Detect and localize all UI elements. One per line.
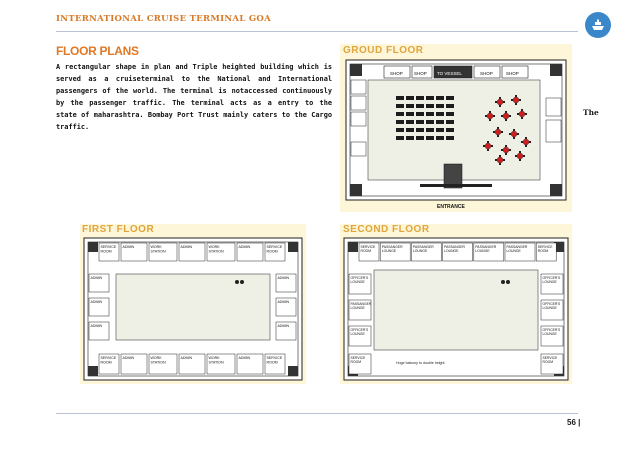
chair (485, 115, 487, 117)
seat (446, 104, 454, 108)
chair (505, 153, 507, 155)
corner-block (550, 64, 562, 76)
seat (416, 112, 424, 116)
seat (426, 112, 434, 116)
logo-badge (585, 12, 611, 38)
chair (525, 113, 527, 115)
room-label: ADMIN (277, 300, 290, 304)
room-label: SERVICE (266, 356, 283, 360)
corner-block (550, 184, 562, 196)
first-floor-title: FIRST FLOOR (82, 224, 155, 235)
chair (521, 141, 523, 143)
chair (491, 145, 493, 147)
room-label: ADMIN (180, 356, 193, 360)
room-label: SHOP (480, 71, 493, 76)
room-label: SHOP (390, 71, 403, 76)
cafe-table (485, 143, 491, 149)
seat (436, 96, 444, 100)
room-label: ADMIN (238, 245, 251, 249)
corner-block (350, 184, 362, 196)
chair (489, 111, 491, 113)
room-label: SERVICE (350, 356, 366, 360)
room-label: ADMIN (90, 324, 103, 328)
chair (501, 131, 503, 133)
chair (513, 129, 515, 131)
cafe-table (487, 113, 493, 119)
seat (436, 112, 444, 116)
chair (529, 141, 531, 143)
room-label: ROOM (266, 360, 278, 365)
seat (436, 120, 444, 124)
chair (493, 131, 495, 133)
ground-floor-plan (340, 44, 572, 212)
seat (406, 136, 414, 140)
cafe-table (503, 147, 509, 153)
room-label: LOUNGE (444, 249, 459, 254)
room-label: SHOP (414, 71, 427, 76)
chair (515, 155, 517, 157)
room-label: SERVICE (100, 356, 117, 360)
room-label: STATION (208, 360, 224, 365)
room-label: LOUNGE (542, 306, 557, 311)
seat (446, 128, 454, 132)
seat (416, 120, 424, 124)
balcony-note: Huge balcony to double height (396, 361, 445, 365)
chair (499, 163, 501, 165)
chair (513, 137, 515, 139)
seat (436, 136, 444, 140)
room-label: OFFICER'S (350, 328, 369, 332)
first-floor-drawing (80, 224, 306, 384)
cafe-table (497, 157, 503, 163)
room-label: LOUNGE (381, 249, 397, 254)
cafe-table (513, 97, 519, 103)
chair (493, 115, 495, 117)
cafe-table (523, 139, 529, 145)
seat (446, 112, 454, 116)
room-label: ADMIN (277, 324, 290, 328)
room-label: OFFICER'S (542, 302, 561, 306)
chair (517, 113, 519, 115)
room-label: ADMIN (122, 245, 135, 249)
room-label: SERVICE (537, 245, 553, 249)
chair (505, 145, 507, 147)
chair (523, 155, 525, 157)
second-floor-drawing (340, 224, 572, 384)
chair (501, 149, 503, 151)
room-label: ADMIN (90, 276, 103, 280)
chair (519, 151, 521, 153)
footer-divider (56, 413, 578, 414)
room-label: LOUNGE (412, 249, 428, 254)
seat (406, 128, 414, 132)
seat (406, 120, 414, 124)
room-label: TO VESSEL (437, 71, 462, 76)
chair (509, 115, 511, 117)
chair (487, 149, 489, 151)
room-label: WORK (208, 356, 220, 360)
room-label: ROOM (350, 360, 362, 365)
chair (487, 141, 489, 143)
header-title: INTERNATIONAL CRUISE TERMINAL GOA (56, 14, 272, 24)
room-label: LOUNGE (350, 280, 365, 285)
room-label: PASSANGER (475, 245, 497, 249)
second-floor-plan (340, 224, 572, 384)
chair (521, 117, 523, 119)
cafe-table (497, 99, 503, 105)
room-label: SERVICE (100, 245, 117, 249)
seat (406, 96, 414, 100)
seat (396, 112, 404, 116)
chair (517, 133, 519, 135)
room-label: OFFICER'S (542, 328, 561, 332)
room-label: SERVICE (542, 356, 558, 360)
chair (489, 119, 491, 121)
seat (426, 104, 434, 108)
cafe-table (519, 111, 525, 117)
chair (501, 115, 503, 117)
cafe-table (511, 131, 517, 137)
room-label: ROOM (360, 249, 372, 254)
room-label: STATION (150, 360, 166, 365)
seat (446, 120, 454, 124)
chair (497, 135, 499, 137)
cafe-table (517, 153, 523, 159)
room-label: ROOM (266, 249, 278, 254)
chair (495, 101, 497, 103)
chair (483, 145, 485, 147)
chair (511, 99, 513, 101)
seat (416, 104, 424, 108)
chair (521, 109, 523, 111)
room-label: SERVICE (266, 245, 283, 249)
room-label: PASSANGER (412, 245, 434, 249)
entrance-label: ENTRANCE (437, 204, 465, 210)
room-label: ADMIN (90, 300, 103, 304)
seat (416, 128, 424, 132)
chair (499, 105, 501, 107)
chair (499, 97, 501, 99)
stray-word: The (583, 108, 599, 117)
room-label: ADMIN (122, 356, 135, 360)
chair (497, 127, 499, 129)
seat (406, 104, 414, 108)
seat (436, 104, 444, 108)
room-label: OFFICER'S (350, 276, 369, 280)
chair (505, 111, 507, 113)
room-label: STATION (208, 249, 224, 254)
chair (499, 155, 501, 157)
cafe-table (495, 129, 501, 135)
seat (446, 136, 454, 140)
seat (436, 128, 444, 132)
room-label: LOUNGE (506, 249, 521, 254)
room-label: ROOM (542, 360, 554, 365)
room-label: LOUNGE (542, 332, 557, 337)
chair (515, 95, 517, 97)
intro-paragraph: A rectangular shape in plan and Triple heighted building which is served as a cruiseterminal to the National and International passengers of the world. The terminal is notaccessed continuously by the passenger traffic. The terminal acts as a entry to the state of maharashtra. Bombay Port Trust mainly caters to the Cargo traffic. (56, 63, 332, 131)
room-label: ROOM (537, 249, 549, 254)
ground-floor-drawing (340, 44, 572, 212)
chair (515, 103, 517, 105)
seat (396, 128, 404, 132)
chair (525, 137, 527, 139)
chair (509, 133, 511, 135)
room-label: PASSANGER (506, 245, 528, 249)
chair (519, 159, 521, 161)
room-label: PASSANGER (350, 302, 372, 306)
seat (446, 96, 454, 100)
page-number: 56 | (567, 418, 581, 427)
header-divider (56, 31, 578, 32)
room-label: PASSANGER (381, 245, 403, 249)
chair (503, 101, 505, 103)
room-label: PASSANGER (444, 245, 465, 249)
seat (396, 104, 404, 108)
seat (416, 136, 424, 140)
chair (525, 145, 527, 147)
corner-block (350, 64, 362, 76)
seat (426, 128, 434, 132)
room-label: ADMIN (277, 276, 290, 280)
second-floor-title: SECOND FLOOR (343, 224, 430, 235)
seat (426, 120, 434, 124)
seat (406, 112, 414, 116)
ground-floor-title: GROUD FLOOR (343, 45, 424, 56)
chair (503, 159, 505, 161)
room-label: LOUNGE (350, 306, 365, 311)
room-label: LOUNGE (542, 280, 557, 285)
room-label: WORK (150, 245, 162, 249)
room-label: OFFICER'S (542, 276, 561, 280)
section-title: FLOOR PLANS (56, 44, 139, 58)
chair (495, 159, 497, 161)
seat (396, 96, 404, 100)
room-label: ROOM (100, 360, 112, 365)
room-label: SERVICE (360, 245, 376, 249)
cafe-table (503, 113, 509, 119)
seat (426, 136, 434, 140)
room-label: WORK (150, 356, 162, 360)
room-label: WORK (208, 245, 220, 249)
chair (509, 149, 511, 151)
room-label: ADMIN (238, 356, 251, 360)
seat (396, 120, 404, 124)
chair (519, 99, 521, 101)
seat (426, 96, 434, 100)
seat (416, 96, 424, 100)
room-label: ADMIN (180, 245, 193, 249)
ship-icon (589, 18, 607, 32)
room-label: LOUNGE (475, 249, 490, 254)
room-label: SHOP (506, 71, 519, 76)
seat (396, 136, 404, 140)
room-label: ROOM (100, 249, 112, 254)
room-label: STATION (150, 249, 166, 254)
room-label: LOUNGE (350, 332, 365, 337)
first-floor-plan (80, 224, 306, 384)
chair (505, 119, 507, 121)
